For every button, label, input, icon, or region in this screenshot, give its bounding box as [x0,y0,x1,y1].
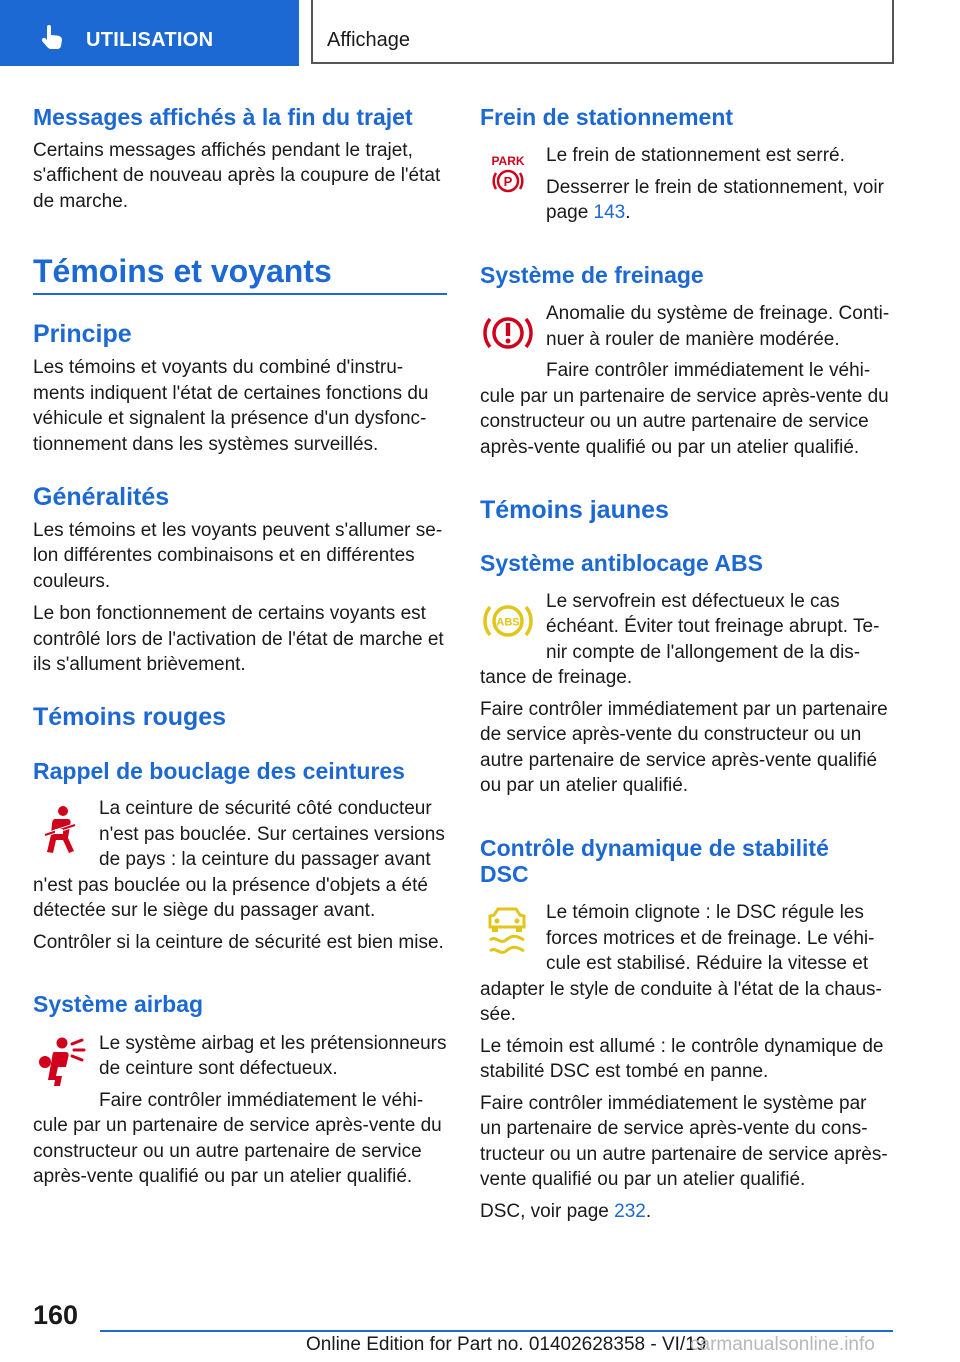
airbag-heading: Système airbag [33,991,204,1017]
freinage-line-1: Anomalie du système de freinage. Conti- [546,303,890,324]
dsc-warning-icon [486,907,528,957]
messages-heading: Messages affichés à la fin du trajet [33,104,413,130]
abs-heading: Système antiblocage ABS [480,550,763,576]
generalites2-line-3: ils s'allument brièvement. [33,654,246,675]
footer-rule [100,1330,893,1332]
airbag-warning-icon [36,1036,86,1088]
abs-line-4: tance de freinage. [480,667,633,688]
dsc-line-1: Le témoin clignote : le DSC régule les [546,902,864,923]
page-link-143[interactable]: 143 [593,202,626,223]
dsc3-line-4: vente qualifié ou par un atelier qualifié. [480,1169,806,1190]
seatbelt-warning-icon [41,805,79,857]
principe-line-1: Les témoins et voyants du combiné d'instru- [33,357,404,378]
ceinture2-line: Contrôler si la ceinture de sécurité est bien mise. [33,932,444,953]
generalites-line-1: Les témoins et les voyants peuvent s'allumer se- [33,520,443,541]
abs-line-1: Le servofrein est défectueux le cas [546,591,840,612]
rouges-heading: Témoins rouges [33,703,227,731]
freinage2-line-2: cule par un partenaire de service après-vente du [480,386,889,407]
ceinture-line-3: de pays : la ceinture du passager avant [99,849,431,870]
frein-line-3: page 143. [546,202,631,223]
ceinture-heading: Rappel de bouclage des ceintures [33,758,405,784]
generalites-line-3: couleurs. [33,571,111,592]
dsc-line-4: adapter le style de conduite à l'état de la chaus- [480,979,882,1000]
freinage2-line-1: Faire contrôler immédiatement le véhi- [546,360,871,381]
abs-warning-icon [482,601,534,641]
dsc-line-3: cule est stabilisé. Réduire la vitesse et [546,953,869,974]
principe-line-2: ments indiquent l'état de certaines fonctions du [33,383,429,404]
principe-heading: Principe [33,320,132,348]
abs2-line-2: de service après-vente du constructeur ou un [480,724,862,745]
dsc2-line-1: Le témoin est allumé : le contrôle dynamique de [480,1036,884,1057]
dsc4-line: DSC, voir page 232. [480,1201,652,1222]
dsc-line-5: sée. [480,1004,516,1025]
principe-line-4: tionnement dans les systèmes surveillés. [33,434,379,455]
frein-line-1: Le frein de stationnement est serré. [546,145,845,166]
chapter-label: UTILISATION [86,29,214,51]
watermark-text: carmanualsonline.info [690,1334,875,1355]
frein-heading: Frein de stationnement [480,104,734,130]
generalites-line-2: lon différentes combinaisons et en différentes [33,545,415,566]
main-heading: Témoins et voyants [33,253,332,289]
airbag2-line-3: constructeur ou un autre partenaire de service [33,1141,422,1162]
abs-line-3: nir compte de l'allongement de la dis- [546,642,861,663]
edition-text: Online Edition for Part no. 01402628358 - VI/19 [306,1334,707,1355]
abs-line-2: échéant. Éviter tout freinage abrupt. Te- [546,616,880,637]
dsc-heading-line-2: DSC [480,861,529,887]
airbag2-line-4: après-vente qualifié ou par un atelier qualifié. [33,1166,413,1187]
dsc-heading-line-1: Contrôle dynamique de stabilité [480,835,829,861]
hand-pointer-icon [38,22,68,52]
messages-line-2: s'affichent de nouveau après la coupure de l'état [33,165,441,186]
generalites2-line-2: contrôlé lors de l'activation de l'état de marche et [33,629,444,650]
abs2-line-4: ou par un atelier qualifié. [480,775,689,796]
generalites-heading: Généralités [33,483,170,511]
parking-brake-icon-text: PARK [491,154,525,168]
dsc3-line-3: tructeur ou un autre partenaire de service après- [480,1144,888,1165]
freinage2-line-3: constructeur ou un autre partenaire de service [480,411,869,432]
dsc3-line-1: Faire contrôler immédiatement le système par [480,1093,867,1114]
section-header [311,0,894,64]
heading-rule [33,293,447,295]
ceinture-line-5: détectée sur le siège du passager avant. [33,900,376,921]
freinage-heading: Système de freinage [480,262,704,288]
airbag-line-2: de ceinture sont défectueux. [99,1058,338,1079]
principe-line-3: véhicule et signalent la présence d'un dysfonc- [33,408,427,429]
page-link-232[interactable]: 232 [614,1201,646,1222]
section-title: Affichage [327,29,411,51]
svg-text:P: P [503,174,513,189]
abs2-line-1: Faire contrôler immédiatement par un partenaire [480,699,888,720]
messages-line-1: Certains messages affichés pendant le trajet, [33,140,413,161]
airbag-line-1: Le système airbag et les prétensionneurs [99,1033,447,1054]
abs2-line-3: autre partenaire de service après-vente qualifié [480,750,878,771]
freinage2-line-4: après-vente qualifié ou par un atelier qualifié. [480,437,860,458]
ceinture-line-1: La ceinture de sécurité côté conducteur [99,798,432,819]
brake-system-warning-icon [482,313,534,353]
frein-line-2: Desserrer le frein de stationnement, voir [546,177,884,198]
messages-line-3: de marche. [33,191,129,212]
airbag2-line-2: cule par un partenaire de service après-vente du [33,1115,442,1136]
dsc3-line-2: un partenaire de service après-vente du cons- [480,1118,868,1139]
chapter-tab [0,0,299,66]
ceinture-line-2: n'est pas bouclée. Sur certaines versions [99,824,445,845]
page-number: 160 [33,1300,79,1330]
generalites2-line-1: Le bon fonctionnement de certains voyants est [33,603,426,624]
abs-icon-text: ABS [496,616,520,629]
dsc-line-2: forces motrices et de freinage. Le véhi- [546,928,875,949]
parking-brake-icon [488,153,528,195]
ceinture-line-4: n'est pas bouclée ou la présence d'objets a été [33,875,428,896]
jaunes-heading: Témoins jaunes [480,496,669,524]
airbag2-line-1: Faire contrôler immédiatement le véhi- [99,1090,424,1111]
freinage-line-2: nuer à rouler de manière modérée. [546,329,840,350]
dsc2-line-2: stabilité DSC est tombé en panne. [480,1061,769,1082]
